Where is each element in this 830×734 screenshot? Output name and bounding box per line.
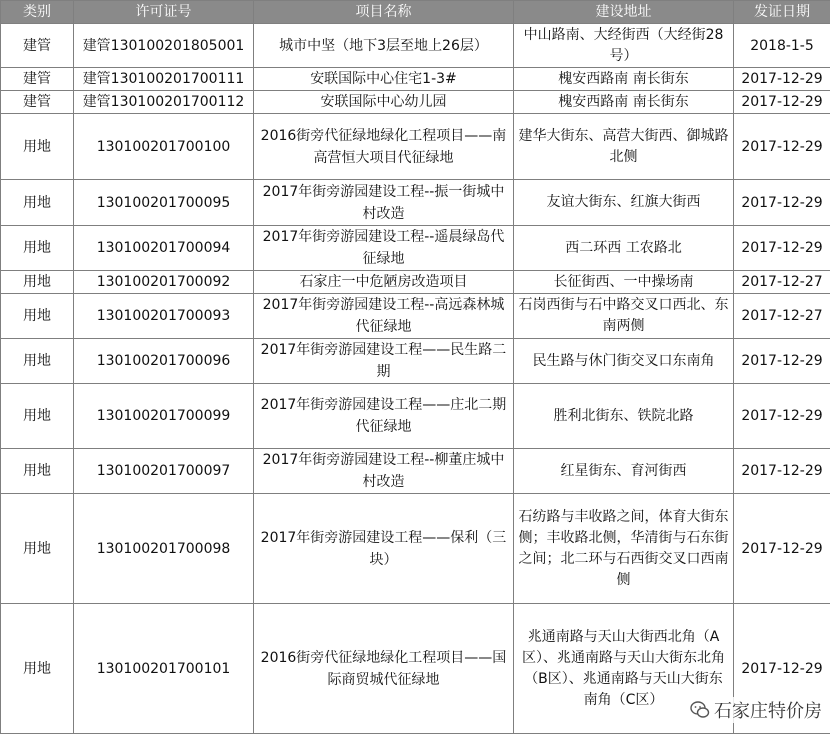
table-row [1, 294, 830, 339]
table-row [1, 449, 830, 494]
cell-date: 2017-12-27 [734, 294, 830, 339]
cell-license: 130100201700101 [74, 604, 254, 734]
cell-type: 用地 [1, 180, 74, 226]
cell-date: 2017-12-29 [734, 384, 830, 449]
cell-project: 2017年街旁游园建设工程--高远森林城代征绿地 [254, 294, 514, 339]
cell-date: 2017-12-29 [734, 449, 830, 494]
cell-address: 槐安西路南 南长街东 [514, 91, 734, 114]
cell-address: 西二环西 工农路北 [514, 226, 734, 271]
cell-license: 130100201700099 [74, 384, 254, 449]
cell-date: 2018-1-5 [734, 24, 830, 68]
cell-project: 2017年街旁游园建设工程--振一街城中村改造 [254, 180, 514, 226]
cell-type: 用地 [1, 339, 74, 384]
cell-license: 建管130100201805001 [74, 24, 254, 68]
cell-type: 用地 [1, 384, 74, 449]
cell-date: 2017-12-29 [734, 604, 830, 734]
cell-date: 2017-12-29 [734, 180, 830, 226]
header-project: 项目名称 [254, 1, 514, 24]
wechat-icon [690, 700, 710, 720]
cell-license: 130100201700097 [74, 449, 254, 494]
table-row [1, 271, 830, 294]
header-date: 发证日期 [734, 1, 830, 24]
cell-license: 建管130100201700111 [74, 68, 254, 91]
table-row [1, 226, 830, 271]
cell-license: 130100201700100 [74, 114, 254, 180]
header-type: 类别 [1, 1, 74, 24]
cell-date: 2017-12-29 [734, 91, 830, 114]
cell-project: 2017年街旁游园建设工程--遥晨绿岛代征绿地 [254, 226, 514, 271]
cell-project: 2017年街旁游园建设工程——民生路二期 [254, 339, 514, 384]
table-row [1, 180, 830, 226]
cell-address: 石岗西街与石中路交叉口西北、东南两侧 [514, 294, 734, 339]
cell-project: 2017年街旁游园建设工程--柳董庄城中村改造 [254, 449, 514, 494]
cell-type: 用地 [1, 449, 74, 494]
cell-license: 130100201700095 [74, 180, 254, 226]
cell-date: 2017-12-29 [734, 339, 830, 384]
cell-type: 用地 [1, 294, 74, 339]
cell-address: 长征街西、一中操场南 [514, 271, 734, 294]
cell-type: 用地 [1, 494, 74, 604]
cell-date: 2017-12-29 [734, 114, 830, 180]
table-row [1, 68, 830, 91]
cell-project: 安联国际中心住宅1-3# [254, 68, 514, 91]
cell-address: 石纺路与丰收路之间，体育大街东侧；丰收路北侧，华清街与石东街之间；北二环与石西街交叉口西南侧 [514, 494, 734, 604]
cell-date: 2017-12-29 [734, 494, 830, 604]
header-row [1, 1, 830, 24]
cell-project: 安联国际中心幼儿园 [254, 91, 514, 114]
table-row [1, 91, 830, 114]
cell-project: 2017年街旁游园建设工程——庄北二期代征绿地 [254, 384, 514, 449]
cell-address: 民生路与休门街交叉口东南角 [514, 339, 734, 384]
table-row [1, 24, 830, 68]
cell-license: 130100201700093 [74, 294, 254, 339]
table-row [1, 384, 830, 449]
cell-license: 130100201700098 [74, 494, 254, 604]
cell-type: 用地 [1, 604, 74, 734]
cell-date: 2017-12-29 [734, 68, 830, 91]
cell-address: 中山路南、大经街西（大经街28号） [514, 24, 734, 68]
cell-type: 建管 [1, 91, 74, 114]
cell-license: 建管130100201700112 [74, 91, 254, 114]
cell-type: 用地 [1, 114, 74, 180]
header-address: 建设地址 [514, 1, 734, 24]
cell-address: 建华大街东、高营大街西、御城路北侧 [514, 114, 734, 180]
cell-type: 建管 [1, 24, 74, 68]
cell-project: 2017年街旁游园建设工程——保利（三块） [254, 494, 514, 604]
cell-license: 130100201700094 [74, 226, 254, 271]
cell-type: 建管 [1, 68, 74, 91]
cell-address: 兆通南路与天山大街西北角（A区）、兆通南路与天山大街东北角（B区）、兆通南路与天山大街东南角（C区） [514, 604, 734, 734]
cell-license: 130100201700092 [74, 271, 254, 294]
cell-date: 2017-12-27 [734, 271, 830, 294]
cell-project: 城市中坚（地下3层至地上26层） [254, 24, 514, 68]
cell-address: 胜利北街东、铁院北路 [514, 384, 734, 449]
watermark-text: 石家庄特价房 [714, 697, 822, 723]
table-row [1, 339, 830, 384]
table-row [1, 114, 830, 180]
cell-date: 2017-12-29 [734, 226, 830, 271]
cell-address: 槐安西路南 南长街东 [514, 68, 734, 91]
cell-type: 用地 [1, 271, 74, 294]
cell-type: 用地 [1, 226, 74, 271]
cell-address: 红星街东、育河街西 [514, 449, 734, 494]
cell-project: 2016街旁代征绿地绿化工程项目——国际商贸城代征绿地 [254, 604, 514, 734]
table-row [1, 494, 830, 604]
cell-project: 石家庄一中危陋房改造项目 [254, 271, 514, 294]
cell-license: 130100201700096 [74, 339, 254, 384]
watermark [688, 697, 824, 723]
cell-address: 友谊大街东、红旗大街西 [514, 180, 734, 226]
header-license: 许可证号 [74, 1, 254, 24]
cell-project: 2016街旁代征绿地绿化工程项目——南高营恒大项目代征绿地 [254, 114, 514, 180]
